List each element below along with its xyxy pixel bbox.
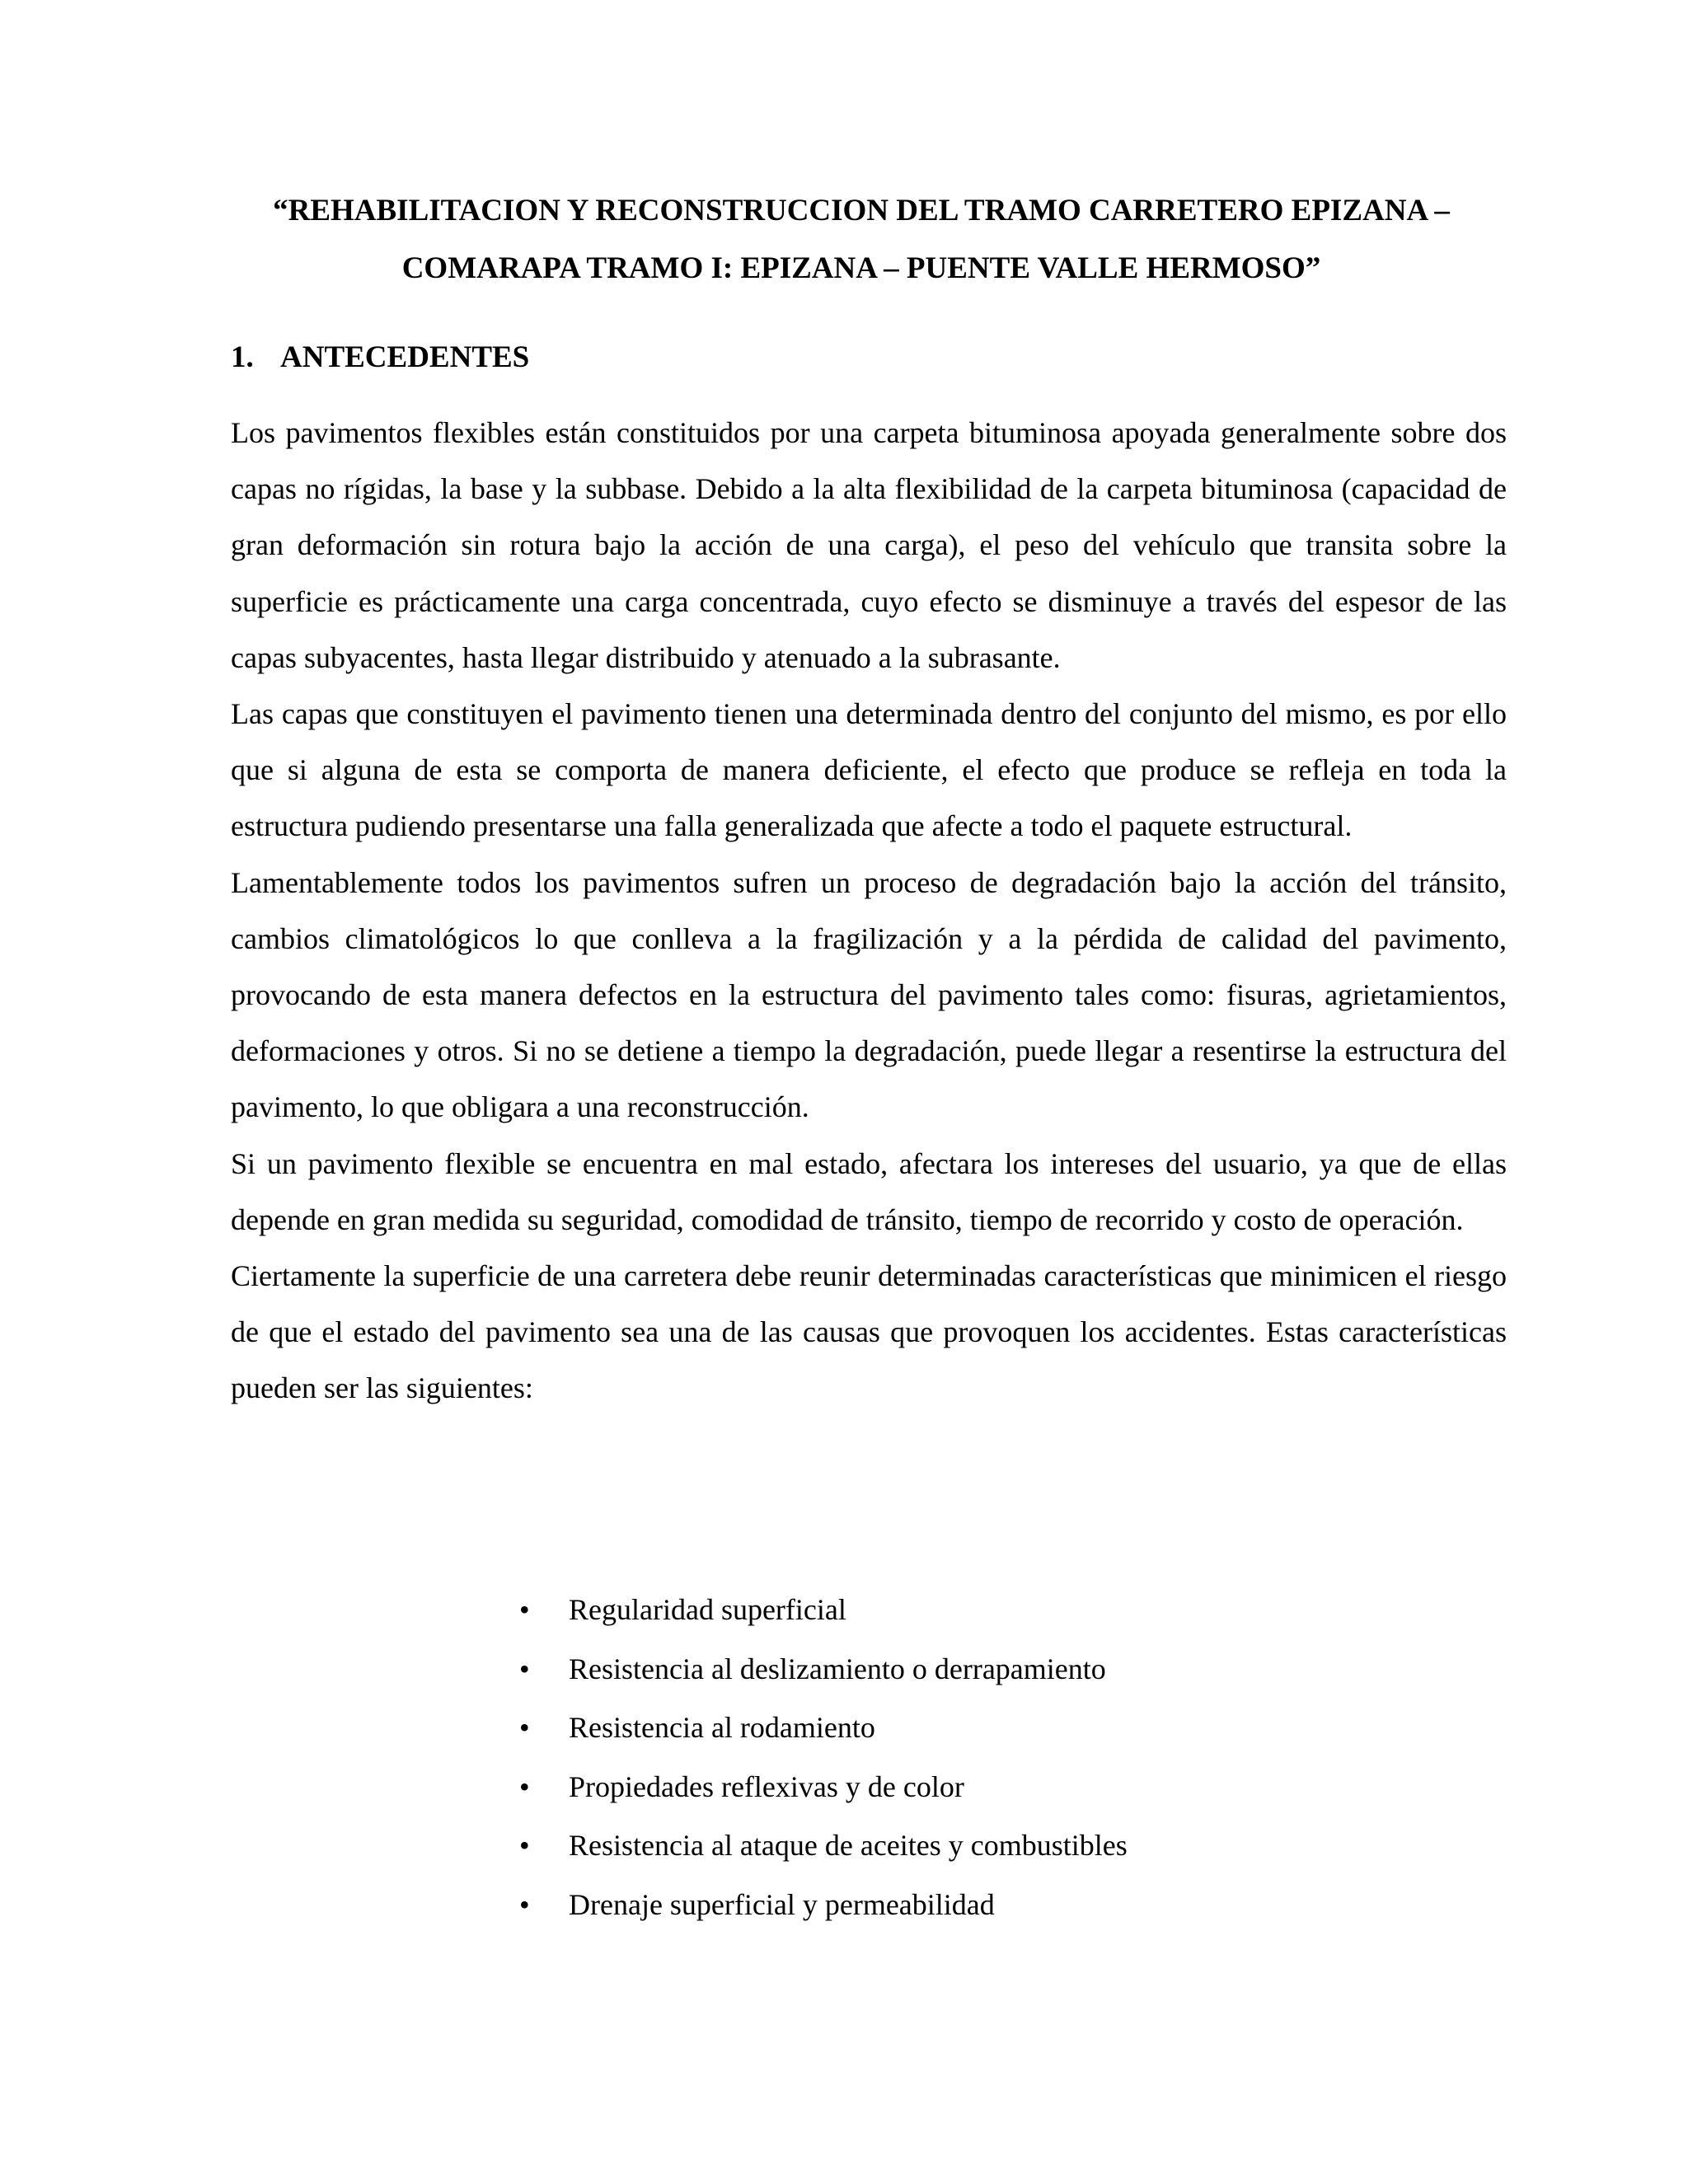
bullet-icon: • — [519, 1887, 530, 1921]
list-item-text: Propiedades reflexivas y de color — [569, 1769, 964, 1803]
paragraph: Las capas que constituyen el pavimento tienen una determinada dentro del conjunto del mismo, es por ello que si alguna de esta se comporta de manera deficiente, el efecto que produce se refleja en toda la estructura pudiendo presentarse una falla generalizada que afecte a todo el paquete estructural. — [231, 697, 1507, 843]
list-item-text: Resistencia al deslizamiento o derrapamiento — [569, 1652, 1106, 1685]
bullet-icon: • — [519, 1769, 530, 1803]
paragraph: Ciertamente la superficie de una carretera debe reunir determinadas características que minimicen el riesgo de que el estado del pavimento sea una de las causas que provoquen los accidentes. Estas características pueden ser las siguientes: — [231, 1259, 1507, 1405]
list-item — [519, 1758, 1128, 1817]
bullet-icon: • — [519, 1829, 530, 1862]
bullet-icon: • — [519, 1711, 530, 1744]
paragraph: Lamentablemente todos los pavimentos sufren un proceso de degradación bajo la acción del tránsito, cambios climatológicos lo que conlleva a la fragilización y a la pérdida de calidad del pavimento, provocando de esta manera defectos en la estructura del pavimento tales como: fisuras, agrietamientos, deformaciones y otros. Si no se detiene a tiempo la degradación, puede llegar a resentirse la estructura del pavimento, lo que obligara a una reconstrucción. — [231, 865, 1507, 1124]
bullet-icon: • — [519, 1593, 530, 1626]
list-item — [519, 1699, 1128, 1758]
list-item-text: Resistencia al ataque de aceites y combustibles — [569, 1829, 1128, 1862]
section-heading-text: ANTECEDENTES — [280, 340, 530, 374]
document-title-line-2: COMARAPA TRAMO I: EPIZANA – PUENTE VALLE HERMOSO” — [401, 251, 1321, 285]
list-item — [519, 1816, 1128, 1876]
list-item-text: Regularidad superficial — [569, 1593, 846, 1626]
body-text — [231, 405, 1507, 1417]
list-item — [519, 1876, 1128, 1935]
list-item — [519, 1581, 1128, 1640]
section-heading — [231, 342, 529, 373]
paragraph: Si un pavimento flexible se encuentra en mal estado, afectara los intereses del usuario, ya que de ellas depende en gran medida su seguridad, comodidad de tránsito, tiempo de recorrido y costo de operación. — [231, 1146, 1507, 1236]
paragraph: Los pavimentos flexibles están constituidos por una carpeta bituminosa apoyada generalmente sobre dos capas no rígidas, la base y la subbase. Debido a la alta flexibilidad de la carpeta bituminosa (capacidad de gran deformación sin rotura bajo la acción de una carga), el peso del vehículo que transita sobre la superficie es prácticamente una carga concentrada, cuyo efecto se disminuye a través del espesor de las capas subyacentes, hasta llegar distribuido y atenuado a la subrasante. — [231, 416, 1507, 674]
document-title-line-1: “REHABILITACION Y RECONSTRUCCION DEL TRAMO CARRETERO EPIZANA – — [273, 194, 1450, 227]
section-number: 1. — [231, 340, 254, 374]
list-item-text: Drenaje superficial y permeabilidad — [569, 1887, 995, 1921]
bullet-icon: • — [519, 1652, 530, 1685]
list-item-text: Resistencia al rodamiento — [569, 1711, 875, 1744]
list-item — [519, 1640, 1128, 1699]
characteristics-list — [519, 1581, 1128, 1934]
